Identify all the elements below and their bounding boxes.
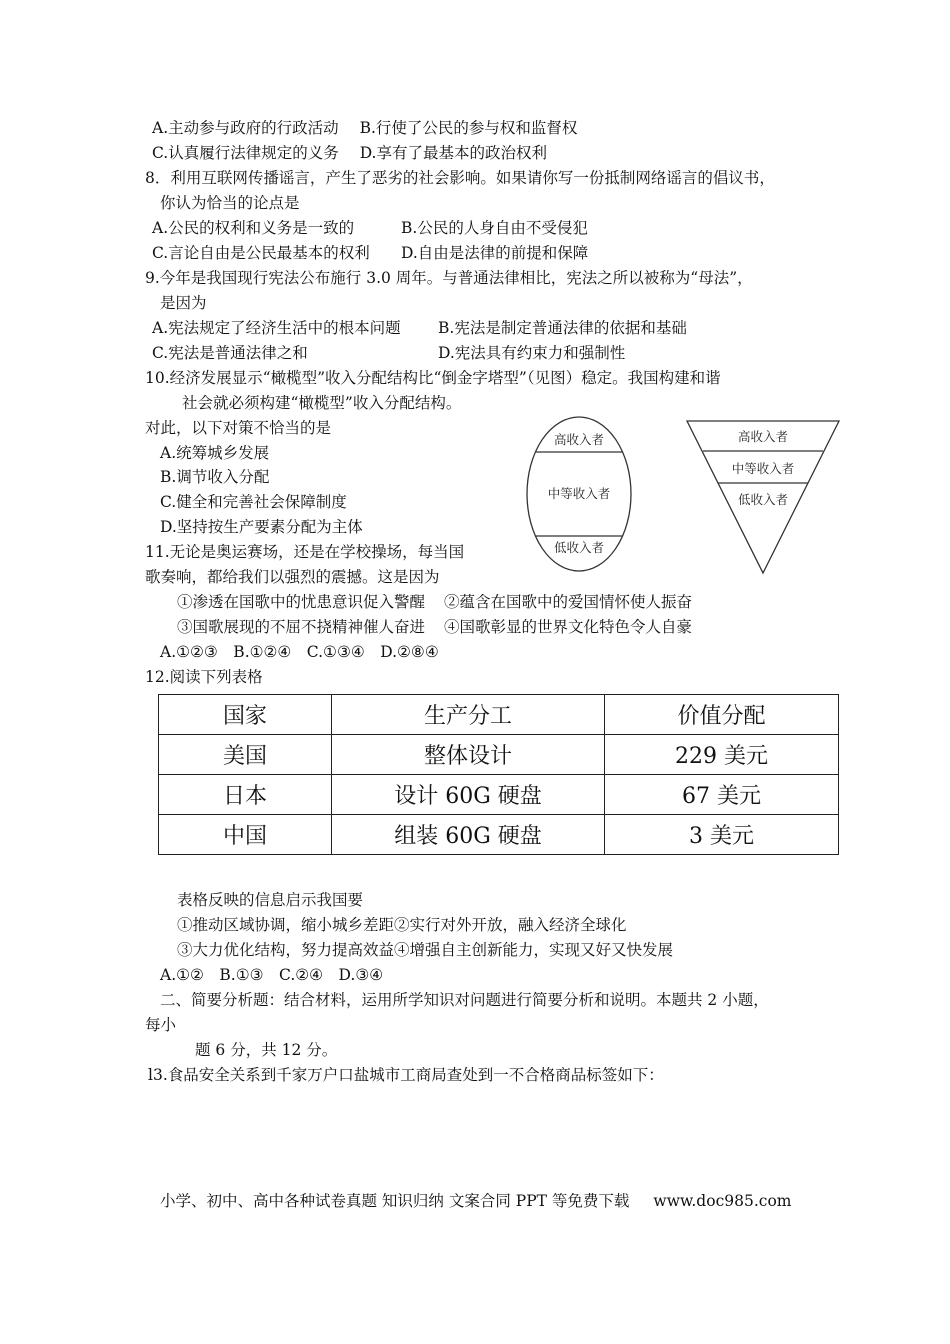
- table-cell: 日本: [159, 775, 332, 815]
- table-cell: 67 美元: [605, 775, 839, 815]
- q11-item-row-2: [177, 617, 692, 637]
- q9-option-row-2: [152, 343, 625, 363]
- q7-option-c: C.认真履行法律规定的义务: [152, 144, 339, 162]
- q10-option-a: A.统筹城乡发展: [160, 444, 270, 462]
- olive-label-high: 高收入者: [553, 432, 605, 447]
- table-header-cell: 国家: [159, 695, 332, 735]
- q8-option-d: D.自由是法律的前提和保障: [401, 244, 589, 262]
- olive-label-low: 低收入者: [553, 540, 605, 555]
- q9-option-d: D.宪法具有约束力和强制性: [438, 344, 626, 362]
- table-row: [159, 735, 839, 775]
- table-header-row: [159, 695, 839, 735]
- q11-options: A.①②③ B.①②④ C.①③④ D.②⑧④: [160, 643, 439, 661]
- section-two-heading-cont: 每小: [145, 1016, 177, 1034]
- q9-option-row-1: [152, 318, 687, 338]
- q11-item-2: ②蕴含在国歌中的爱国情怀使人振奋: [443, 593, 692, 611]
- q13-stem: l3.食品安全关系到千家万户口盐城市工商局查处到一不合格商品标签如下：: [148, 1066, 664, 1084]
- q11-item-row-1: [177, 592, 692, 612]
- table-cell: 229 美元: [605, 735, 839, 775]
- olive-label-middle: 中等收入者: [547, 486, 611, 501]
- inverted-pyramid-income-diagram: [684, 418, 842, 576]
- section-two-heading: 二、简要分析题：结合材料，运用所学知识对问题进行简要分析和说明。本题共 2 小题，: [160, 991, 769, 1009]
- q10-stem-line-1: 10.经济发展显示“橄榄型”收入分配结构比“倒金字塔型”（见图）稳定。我国构建和谐: [145, 369, 721, 387]
- q10-option-c: C.健全和完善社会保障制度: [160, 493, 347, 511]
- table-cell: 3 美元: [605, 815, 839, 855]
- q12-options: A.①② B.①③ C.②④ D.③④: [160, 966, 384, 984]
- pyramid-label-high: 高收入者: [737, 429, 789, 444]
- q8-option-row-2: [152, 243, 588, 263]
- table-cell: 设计 60G 硬盘: [332, 775, 605, 815]
- q7-option-row-1: [152, 118, 577, 138]
- table-cell: 整体设计: [332, 735, 605, 775]
- q8-stem-line-2: 你认为恰当的论点是: [160, 194, 300, 212]
- q10-option-b: B.调节收入分配: [160, 468, 270, 486]
- q12-items-1-2: ①推动区域协调，缩小城乡差距②实行对外开放，融入经济全球化: [177, 916, 627, 934]
- q7-option-b: B.行使了公民的参与权和监督权: [359, 119, 578, 137]
- q7-option-row-2: [152, 143, 547, 163]
- q7-option-a: A.主动参与政府的行政活动: [152, 119, 339, 137]
- q11-item-3: ③国歌展现的不屈不挠精神催人奋进: [177, 618, 426, 636]
- page-footer: [160, 1191, 791, 1211]
- q10-option-d: D.坚持按生产要素分配为主体: [160, 518, 363, 536]
- section-two-score: 题 6 分，共 12 分。: [195, 1041, 338, 1059]
- value-distribution-table: [158, 694, 839, 855]
- olive-income-diagram: [524, 414, 634, 574]
- q11-stem-line-2: 歌奏响，都给我们以强烈的震撼。这是因为: [145, 568, 440, 586]
- q8-option-c: C.言论自由是公民最基本的权利: [152, 244, 370, 262]
- table-header-cell: 生产分工: [332, 695, 605, 735]
- footer-text: 小学、初中、高中各种试卷真题 知识归纳 文案合同 PPT 等免费下载: [160, 1192, 630, 1210]
- q12-stem: 12.阅读下列表格: [145, 668, 263, 686]
- table-row: [159, 775, 839, 815]
- q7-option-d: D.享有了最基本的政治权利: [359, 144, 547, 162]
- table-cell: 组装 60G 硬盘: [332, 815, 605, 855]
- q9-option-c: C.宪法是普通法律之和: [152, 344, 308, 362]
- table-header-cell: 价值分配: [605, 695, 839, 735]
- q8-option-b: B.公民的人身自由不受侵犯: [401, 219, 588, 237]
- pyramid-label-low: 低收入者: [737, 492, 789, 507]
- q10-stem-line-2: 社会就必须构建“橄榄型”收入分配结构。: [182, 394, 462, 412]
- q11-stem-line-1: 11.无论是奥运赛场，还是在学校操场，每当国: [145, 543, 465, 561]
- q9-stem-line-1: 9.今年是我国现行宪法公布施行 3.0 周年。与普通法律相比，宪法之所以被称为“母法”，: [145, 269, 753, 287]
- q8-option-a: A.公民的权利和义务是一致的: [152, 219, 355, 237]
- table-cell: 中国: [159, 815, 332, 855]
- q9-stem-line-2: 是因为: [160, 294, 207, 312]
- q9-option-a: A.宪法规定了经济生活中的根本问题: [152, 319, 401, 337]
- q11-item-1: ①渗透在国歌中的忧患意识促入警醒: [177, 593, 426, 611]
- q8-stem-line-1: 8．利用互联网传播谣言，产生了恶劣的社会影响。如果请你写一份抵制网络谣言的倡议书，: [145, 169, 775, 187]
- pyramid-label-middle: 中等收入者: [731, 461, 795, 476]
- q11-item-4: ④国歌彰显的世界文化特色令人自豪: [443, 618, 692, 636]
- q12-items-3-4: ③大力优化结构，努力提高效益④增强自主创新能力，实现又好又快发展: [177, 941, 674, 959]
- q10-stem-line-3: 对此，以下对策不恰当的是: [145, 419, 332, 437]
- q8-option-row-1: [152, 218, 588, 238]
- table-cell: 美国: [159, 735, 332, 775]
- q9-option-b: B.宪法是制定普通法律的依据和基础: [438, 319, 687, 337]
- q12-after-table: 表格反映的信息启示我国要: [177, 891, 364, 909]
- table-row: [159, 815, 839, 855]
- footer-url[interactable]: www.doc985.com: [653, 1192, 792, 1210]
